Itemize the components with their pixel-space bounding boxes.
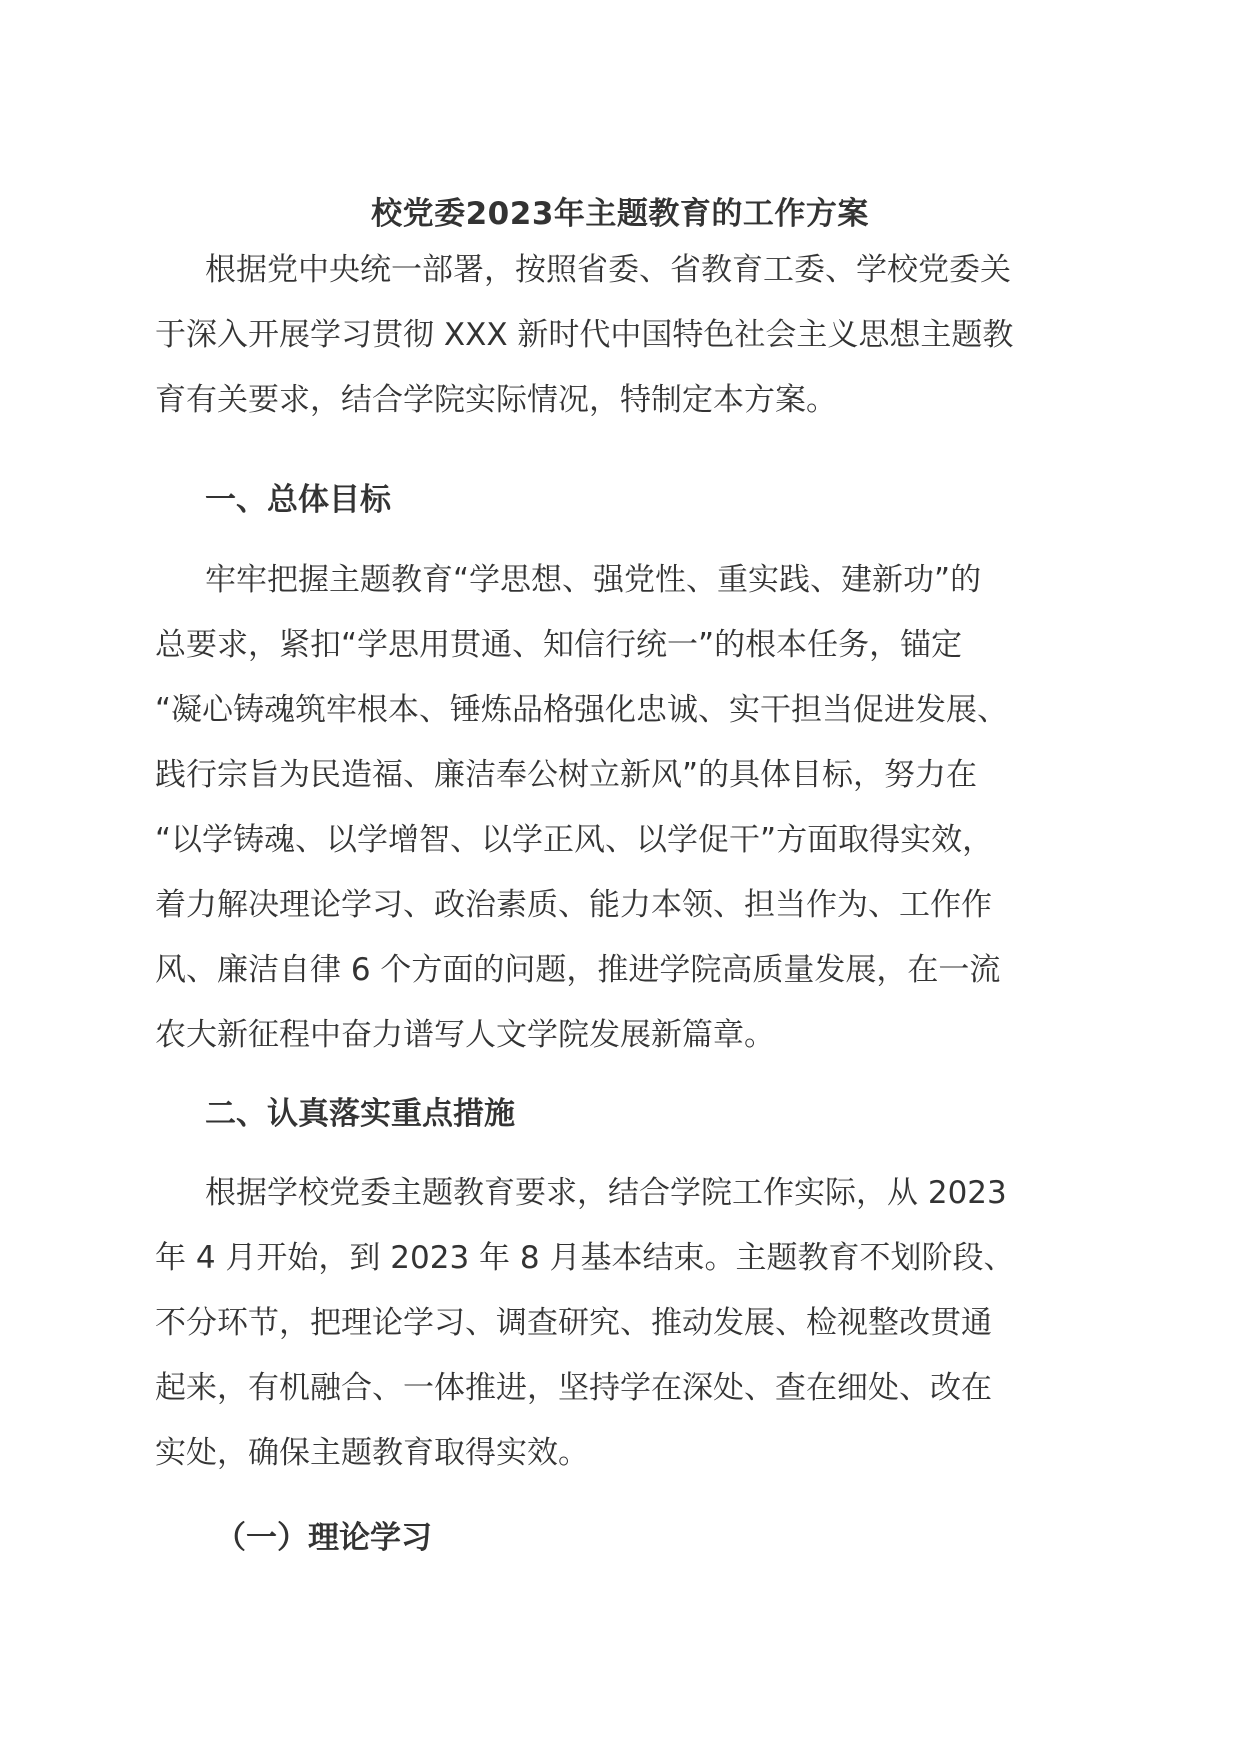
paragraph-line: 风、廉洁自律 6 个方面的问题，推进学院高质量发展，在一流 [155,952,1001,988]
paragraph-line: “凝心铸魂筑牢根本、锤炼品格强化忠诚、实干担当促进发展、 [155,692,1009,728]
document-title: 校党委2023年主题教育的工作方案 [371,196,869,232]
paragraph-line: 育有关要求，结合学院实际情况，特制定本方案。 [155,382,837,418]
paragraph-line: 不分环节，把理论学习、调查研究、推动发展、检视整改贯通 [155,1305,992,1341]
paragraph-line: 着力解决理论学习、政治素质、能力本领、担当作为、工作作 [155,887,992,923]
paragraph-line: 于深入开展学习贯彻 XXX 新时代中国特色社会主义思想主题教 [155,317,1014,353]
paragraph-line: 农大新征程中奋力谱写人文学院发展新篇章。 [155,1017,775,1053]
paragraph-line: 实处，确保主题教育取得实效。 [155,1435,589,1471]
paragraph-line: 根据党中央统一部署，按照省委、省教育工委、学校党委关 [205,252,1011,288]
intro-paragraph [155,238,1095,433]
paragraph-line: 践行宗旨为民造福、廉洁奉公树立新风”的具体目标，努力在 [155,757,978,793]
paragraph-line: 牢牢把握主题教育“学思想、强党性、重实践、建新功”的 [205,562,982,598]
section-heading-overall-goal: 一、总体目标 [205,482,391,518]
section1-paragraph [155,548,1095,1068]
paragraph-line: 起来，有机融合、一体推进，坚持学在深处、查在细处、改在 [155,1370,992,1406]
subsection-heading-theory-study: （一）理论学习 [215,1520,432,1556]
paragraph-line: 总要求，紧扣“学思用贯通、知信行统一”的根本任务，锚定 [155,627,963,663]
section-heading-key-measures: 二、认真落实重点措施 [205,1096,515,1132]
paragraph-line: “以学铸魂、以学增智、以学正风、以学促干”方面取得实效， [155,822,994,858]
section2-paragraph [155,1161,1095,1486]
paragraph-line: 年 4 月开始，到 2023 年 8 月基本结束。主题教育不划阶段、 [155,1240,1015,1276]
paragraph-line: 根据学校党委主题教育要求，结合学院工作实际，从 2023 [205,1175,1007,1211]
